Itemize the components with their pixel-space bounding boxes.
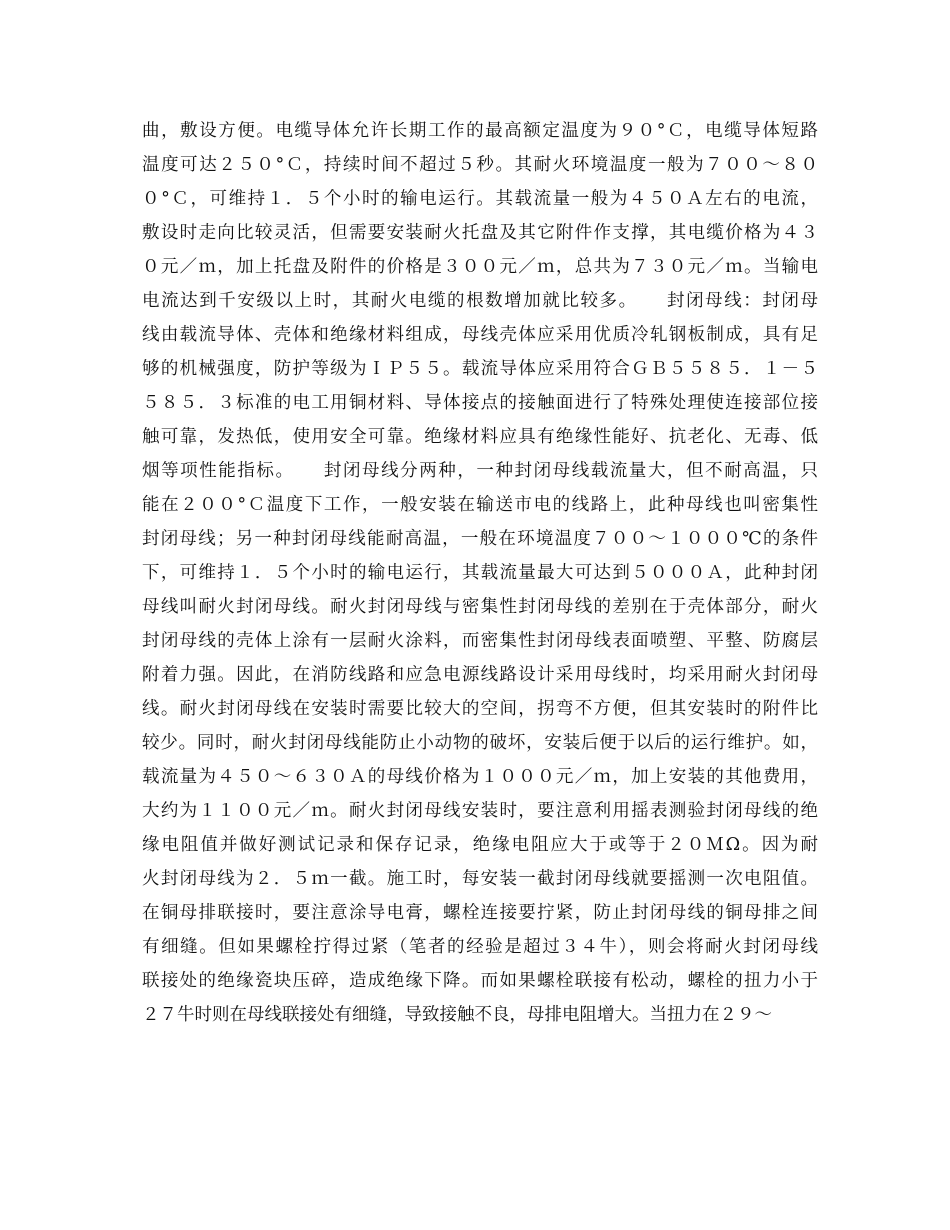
body-text (142, 114, 818, 1032)
text-line-1: 曲，敷设方便。电缆导体允许长期工作的最高额定温度为９０°Ｃ，电缆导体短路 (142, 121, 818, 141)
text-line-2: 温度可达２５０°Ｃ，持续时间不超过５秒。其耐火环境温度一般为７００～８０ (142, 155, 818, 175)
text-line-15: 母线叫耐火封闭母线。耐火封闭母线与密集性封闭母线的差别在于壳体部分，耐火 (142, 597, 818, 617)
text-line-27: ２７牛时则在母线联接处有细缝，导致接触不良，母排电阻增大。当扭力在２９～ (142, 1005, 772, 1025)
text-line-4: 敷设时走向比较灵活，但需要安装耐火托盘及其它附件作支撑，其电缆价格为４３ (142, 223, 818, 243)
text-line-7: 线由载流导体、壳体和绝缘材料组成，母线壳体应采用优质冷轧钢板制成，具有足 (142, 325, 818, 345)
text-line-20: 载流量为４５０～６３０Ａ的母线价格为１０００元／ｍ，加上安装的其他费用， (142, 767, 818, 787)
text-line-17: 附着力强。因此，在消防线路和应急电源线路设计采用母线时，均采用耐火封闭母 (142, 665, 818, 685)
text-line-25: 有细缝。但如果螺栓拧得过紧（笔者的经验是超过３４牛），则会将耐火封闭母线 (142, 937, 818, 957)
text-line-10: 触可靠，发热低，使用安全可靠。绝缘材料应具有绝缘性能好、抗老化、无毒、低 (142, 427, 818, 447)
text-line-5: ０元／ｍ，加上托盘及附件的价格是３００元／ｍ，总共为７３０元／ｍ。当输电 (142, 257, 818, 277)
text-line-22: 缘电阻值并做好测试记录和保存记录，绝缘电阻应大于或等于２０ＭΩ。因为耐 (142, 835, 818, 855)
text-line-12: 能在２００°Ｃ温度下工作，一般安装在输送市电的线路上，此种母线也叫密集性 (142, 495, 818, 515)
text-line-6: 电流达到千安级以上时，其耐火电缆的根数增加就比较多。 封闭母线：封闭母 (142, 291, 818, 311)
text-line-9: ５８５．３标准的电工用铜材料、导体接点的接触面进行了特殊处理使连接部位接 (142, 393, 818, 413)
text-line-21: 大约为１１００元／ｍ。耐火封闭母线安装时，要注意利用摇表测验封闭母线的绝 (142, 801, 818, 821)
text-line-26: 联接处的绝缘瓷块压碎，造成绝缘下降。而如果螺栓联接有松动，螺栓的扭力小于 (142, 971, 818, 991)
text-line-11: 烟等项性能指标。 封闭母线分两种，一种封闭母线载流量大，但不耐高温，只 (142, 461, 818, 481)
text-line-8: 够的机械强度，防护等级为ＩＰ５５。载流导体应采用符合ＧＢ５５８５．１－５ (142, 359, 818, 379)
text-line-23: 火封闭母线为２．５ｍ一截。施工时，每安装一截封闭母线就要摇测一次电阻值。 (142, 869, 818, 889)
text-line-14: 下，可维持１．５个小时的输电运行，其载流量最大可达到５０００Ａ，此种封闭 (142, 563, 818, 583)
text-line-18: 线。耐火封闭母线在安装时需要比较大的空间，拐弯不方便，但其安装时的附件比 (142, 699, 818, 719)
text-line-24: 在铜母排联接时，要注意涂导电膏，螺栓连接要拧紧，防止封闭母线的铜母排之间 (142, 903, 818, 923)
text-line-13: 封闭母线；另一种封闭母线能耐高温，一般在环境温度７００～１０００℃的条件 (142, 529, 818, 549)
text-line-16: 封闭母线的壳体上涂有一层耐火涂料，而密集性封闭母线表面喷塑、平整、防腐层 (142, 631, 818, 651)
text-line-19: 较少。同时，耐火封闭母线能防止小动物的破坏，安装后便于以后的运行维护。如， (142, 733, 818, 753)
text-line-3: ０°Ｃ，可维持１．５个小时的输电运行。其载流量一般为４５０Ａ左右的电流， (142, 189, 818, 209)
